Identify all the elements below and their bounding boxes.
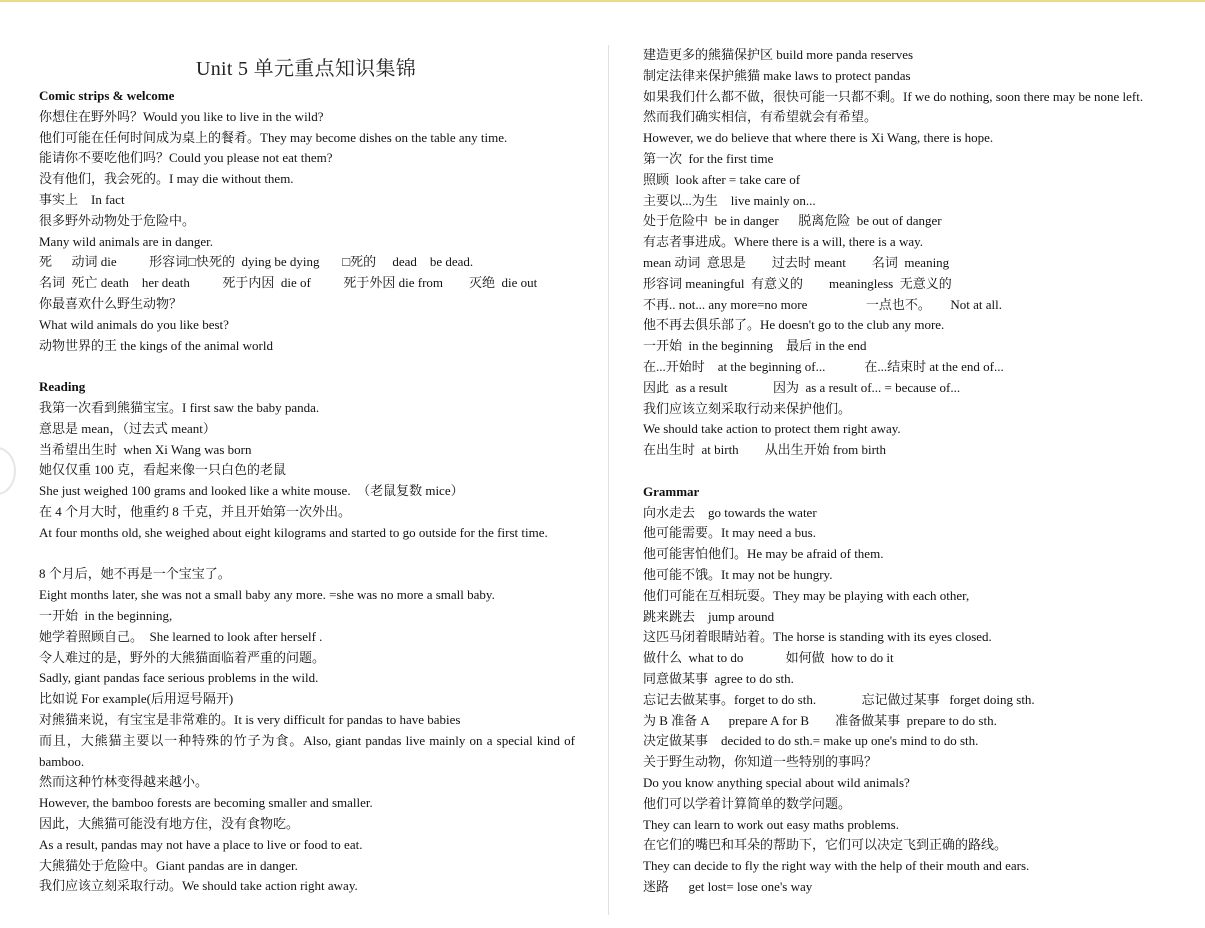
text-line: 能请你不要吃他们吗？Could you please not eat them? (39, 150, 333, 166)
text-line: 他们可以学着计算简单的数学问题。 (643, 795, 852, 811)
text-line: 他们可能在任何时间成为桌上的餐肴。They may become dishes on the table any time. (39, 129, 508, 145)
text-line: 意思是 mean，（过去式 meant） (39, 420, 216, 436)
text-line: 做什么 what to do 如何做 how to do it (643, 650, 894, 666)
section-heading: Grammar (643, 483, 700, 499)
text-line: 形容词 meaningful 有意义的 meaningless 无意义的 (643, 275, 952, 291)
section-heading: Comic strips & welcome (39, 88, 175, 103)
text-line: Sadly, giant pandas face serious problems in the wild. (39, 670, 319, 686)
top-border (0, 0, 1205, 2)
text-line: 这匹马闭着眼睛站着。The horse is standing with its eyes closed. (643, 629, 992, 645)
text-line: 动物世界的王 the kings of the animal world (39, 337, 273, 353)
text-line: 制定法律来保护熊猫 make laws to protect pandas (643, 67, 911, 83)
text-line: 在...开始时 at the beginning of... 在...结束时 at the end of... (643, 359, 1004, 374)
text-line: 他可能不饿。It may not be hungry. (643, 567, 833, 582)
text-line: 而且，大熊猫主要以一种特殊的竹子为食。Also, giant pandas live mainly on a special kind of bamboo. (39, 732, 575, 769)
text-line: 忘记去做某事。forget to do sth. 忘记做过某事 forget doing sth. (643, 691, 1035, 707)
text-line: 没有他们，我会死的。I may die without them. (39, 171, 294, 187)
text-line: 事实上 In fact (39, 192, 125, 207)
text-line: However, the bamboo forests are becoming smaller and smaller. (39, 795, 373, 811)
text-line: 她仅仅重 100 克，看起来像一只白色的老鼠 (39, 462, 287, 478)
text-line: 然而这种竹林变得越来越小。 (39, 774, 209, 790)
text-line: 因此，大熊猫可能没有地方住，没有食物吃。 (39, 816, 300, 831)
text-line: 在它们的嘴巴和耳朵的帮助下，它们可以决定飞到正确的路线。 (643, 837, 1008, 853)
text-line: 令人难过的是，野外的大熊猫面临着严重的问题。 (39, 649, 326, 665)
text-line: 8 个月后，她不再是一个宝宝了。 (39, 566, 231, 582)
text-line: 我们应该立刻采取行动。We should take action right away. (39, 878, 358, 894)
text-line: 为 B 准备 A prepare A for B 准备做某事 prepare to do sth. (643, 712, 997, 728)
text-line: 建造更多的熊猫保护区 build more panda reserves (643, 47, 914, 62)
text-line: 向水走去 go towards the water (643, 504, 817, 520)
text-line: 死 动词 die 形容词□快死的 dying be dying □死的 dead be dead. (39, 254, 474, 270)
text-line: 有志者事进成。Where there is a will, there is a way. (643, 234, 924, 250)
text-line: 他可能害怕他们。He may be afraid of them. (643, 546, 884, 562)
page-scroll-handle[interactable] (0, 447, 16, 495)
text-line: 主要以...为生 live mainly on... (643, 192, 816, 208)
text-line: 关于野生动物，你知道一些特别的事吗？ (643, 754, 878, 770)
text-line: 她学着照顾自己。 She learned to look after herself . (39, 628, 323, 644)
text-line: They can decide to fly the right way with the help of their mouth and ears. (643, 858, 1030, 874)
text-line: 迷路 get lost= lose one's way (643, 879, 813, 894)
text-line: However, we do believe that where there is Xi Wang, there is hope. (643, 130, 994, 146)
text-line: She just weighed 100 grams and looked like a white mouse. （老鼠复数 mice） (39, 483, 464, 499)
document-title: Unit 5 单元重点知识集锦 (196, 58, 417, 80)
text-line: At four months old, she weighed about eight kilograms and started to go outside for the first time. (39, 524, 548, 540)
section-heading: Reading (39, 379, 86, 395)
text-line: We should take action to protect them right away. (643, 421, 901, 437)
text-line: 照顾 look after = take care of (643, 171, 801, 187)
text-line: 他们可能在互相玩耍。They may be playing with each other, (643, 587, 970, 603)
text-line: 你最喜欢什么野生动物？ (39, 296, 183, 311)
text-line: 在 4 个月大时，他重约 8 千克，并且开始第一次外出。 (39, 504, 352, 519)
text-line: 然而我们确实相信，有希望就会有希望。 (643, 109, 878, 125)
text-line: 比如说 For example(后用逗号隔开) (39, 691, 234, 707)
text-line: 一开始 in the beginning 最后 in the end (643, 338, 867, 354)
text-line: As a result, pandas may not have a place to live or food to eat. (39, 836, 363, 852)
text-line: Do you know anything special about wild animals? (643, 775, 910, 790)
column-divider (608, 45, 609, 915)
text-line: 因此 as a result 因为 as a result of... = because of... (643, 379, 961, 395)
text-line: Eight months later, she was not a small baby any more. =she was no more a small baby. (39, 587, 495, 603)
text-line: mean 动词 意思是 过去时 meant 名词 meaning (643, 255, 950, 270)
text-line: 如果我们什么都不做，很快可能一只都不剩。If we do nothing, soon there may be none left. (643, 88, 1144, 104)
text-line: 他不再去俱乐部了。He doesn't go to the club any more. (643, 317, 945, 333)
text-line: 不再.. not... any more=no more 一点也不。 Not at all. (643, 296, 1003, 312)
text-line: 我第一次看到熊猫宝宝。I first saw the baby panda. (39, 400, 320, 415)
text-line: 我们应该立刻采取行动来保护他们。 (643, 400, 852, 416)
text-line: 名词 死亡 death her death 死于内因 die of 死于外因 die from 灭绝 die out (39, 275, 538, 291)
text-line: 跳来跳去 jump around (643, 608, 775, 624)
text-line: 处于危险中 be in danger 脱离危险 be out of danger (643, 213, 942, 229)
text-line: 你想住在野外吗？Would you like to live in the wild? (39, 108, 324, 124)
text-line: What wild animals do you like best? (39, 316, 229, 332)
text-line: 他可能需要。It may need a bus. (643, 525, 816, 541)
text-line: 当希望出生时 when Xi Wang was born (39, 441, 252, 457)
text-line: 对熊猫来说，有宝宝是非常难的。It is very difficult for pandas to have babies (39, 712, 461, 727)
text-line: 一开始 in the beginning, (39, 608, 173, 623)
text-line: 大熊猫处于危险中。Giant pandas are in danger. (39, 857, 298, 873)
text-line: They can learn to work out easy maths problems. (643, 816, 899, 832)
text-line: 在出生时 at birth 从出生开始 from birth (643, 442, 887, 458)
text-line: 同意做某事 agree to do sth. (643, 671, 794, 686)
text-line: 决定做某事 decided to do sth.= make up one's mind to do sth. (643, 733, 979, 749)
text-line: 很多野外动物处于危险中。 (39, 212, 196, 228)
text-line: 第一次 for the first time (643, 151, 774, 166)
text-line: Many wild animals are in danger. (39, 233, 214, 249)
